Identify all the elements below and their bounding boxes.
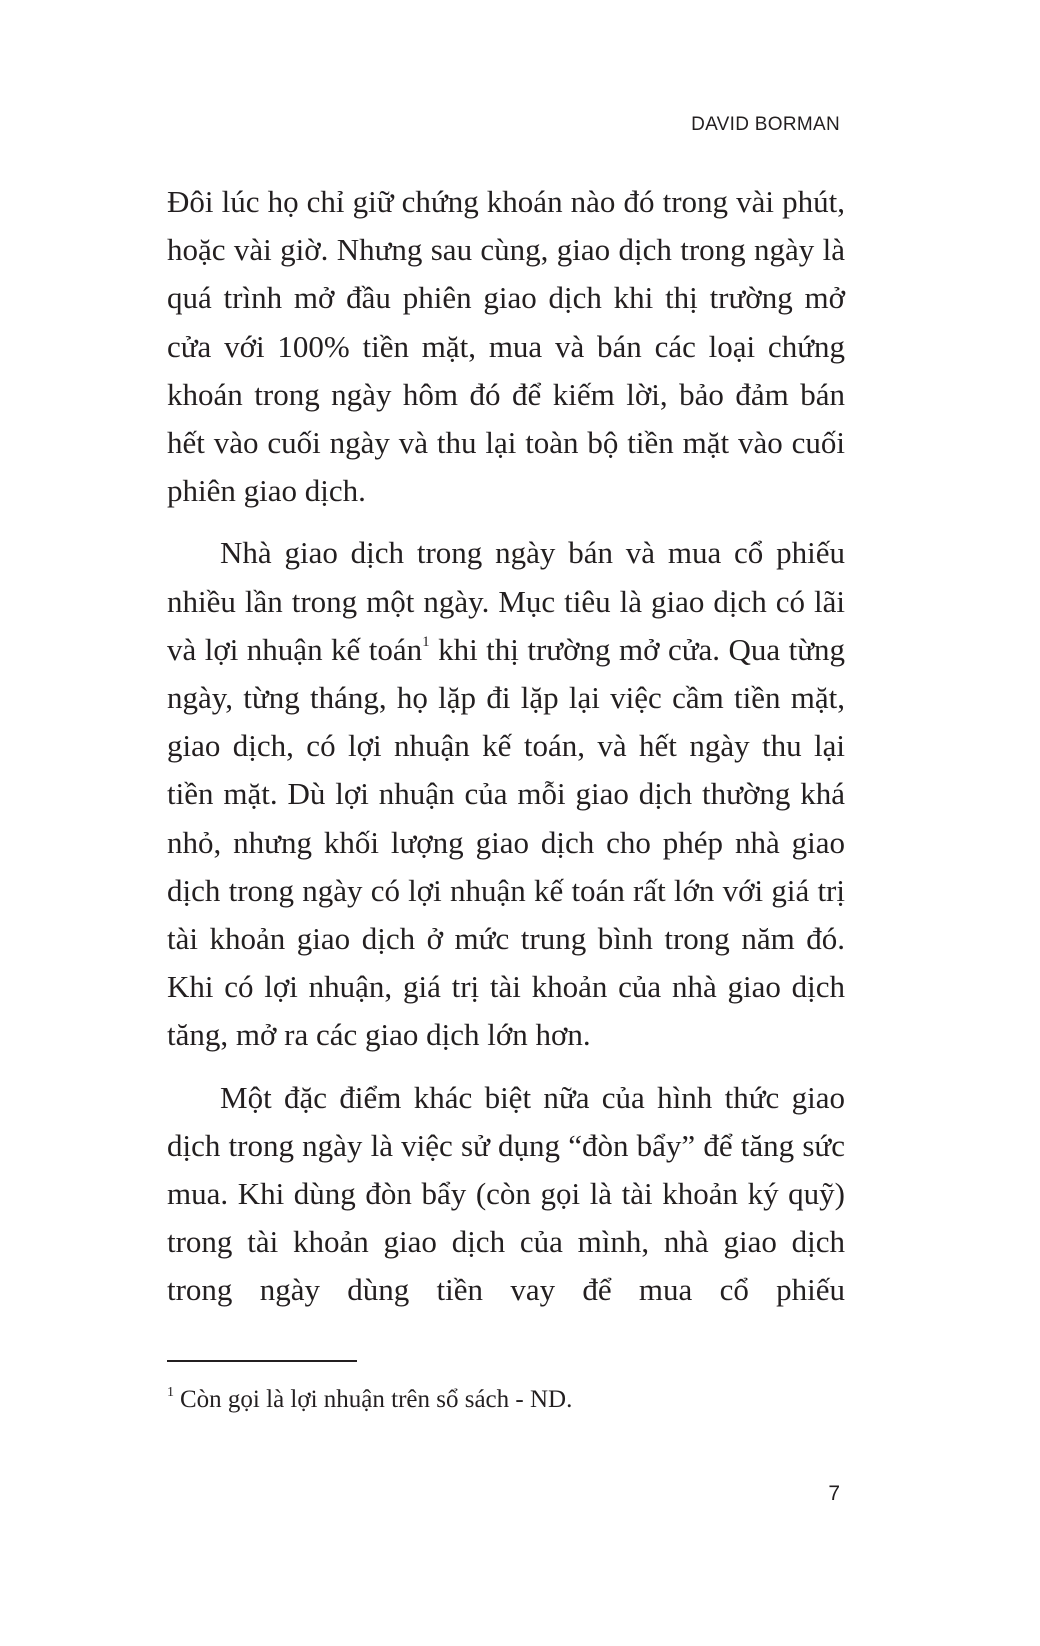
- paragraph-2-text-a: Nhà giao dịch trong ngày bán và mua cổ phiếu nhiều lần trong một ngày. Mục tiêu là giao dịch có lãi và lợi nhuận kế toán: [167, 535, 845, 667]
- paragraph-3: Một đặc điểm khác biệt nữa của hình thức giao dịch trong ngày là việc sử dụng “đòn bẩy” để tăng sức mua. Khi dùng đòn bẩy (còn gọi là tài khoản ký quỹ) trong tài khoản giao dịch của mình, nhà giao dịch trong ngày dùng tiền vay để mua cổ phiếu: [167, 1079, 845, 1308]
- footnote-text: Còn gọi là lợi nhuận trên sổ sách - ND.: [180, 1386, 573, 1413]
- paragraph-2-text-b: khi thị trường mở cửa. Qua từng ngày, từng tháng, họ lặp đi lặp lại việc cầm tiền mặt, giao dịch, có lợi nhuận kế toán, và hết ngày thu lại tiền mặt. Dù lợi nhuận của mỗi giao dịch thường khá nhỏ, nhưng khối lượng giao dịch cho phép nhà giao dịch trong ngày có lợi nhuận kế toán rất lớn với giá trị tài khoản giao dịch ở mức trung bình trong năm đó. Khi có lợi nhuận, giá trị tài khoản của nhà giao dịch tăng, mở ra các giao dịch lớn hơn.: [167, 631, 845, 1053]
- body-text: [167, 178, 845, 1315]
- paragraph-1: Đôi lúc họ chỉ giữ chứng khoán nào đó trong vài phút, hoặc vài giờ. Nhưng sau cùng, giao dịch trong ngày là quá trình mở đầu phiên giao dịch khi thị trường mở cửa với 100% tiền mặt, mua và bán các loại chứng khoán trong ngày hôm đó để kiếm lời, bảo đảm bán hết vào cuối ngày và thu lại toàn bộ tiền mặt vào cuối phiên giao dịch.: [167, 184, 845, 509]
- paragraph-2: [167, 529, 845, 1059]
- footnote-divider: [167, 1360, 357, 1362]
- footnote-marker: 1: [167, 1385, 174, 1400]
- footnote: [167, 1384, 572, 1416]
- page-number: 7: [828, 1482, 840, 1505]
- footnote-reference[interactable]: 1: [422, 633, 430, 650]
- running-header: DAVID BORMAN: [691, 114, 840, 135]
